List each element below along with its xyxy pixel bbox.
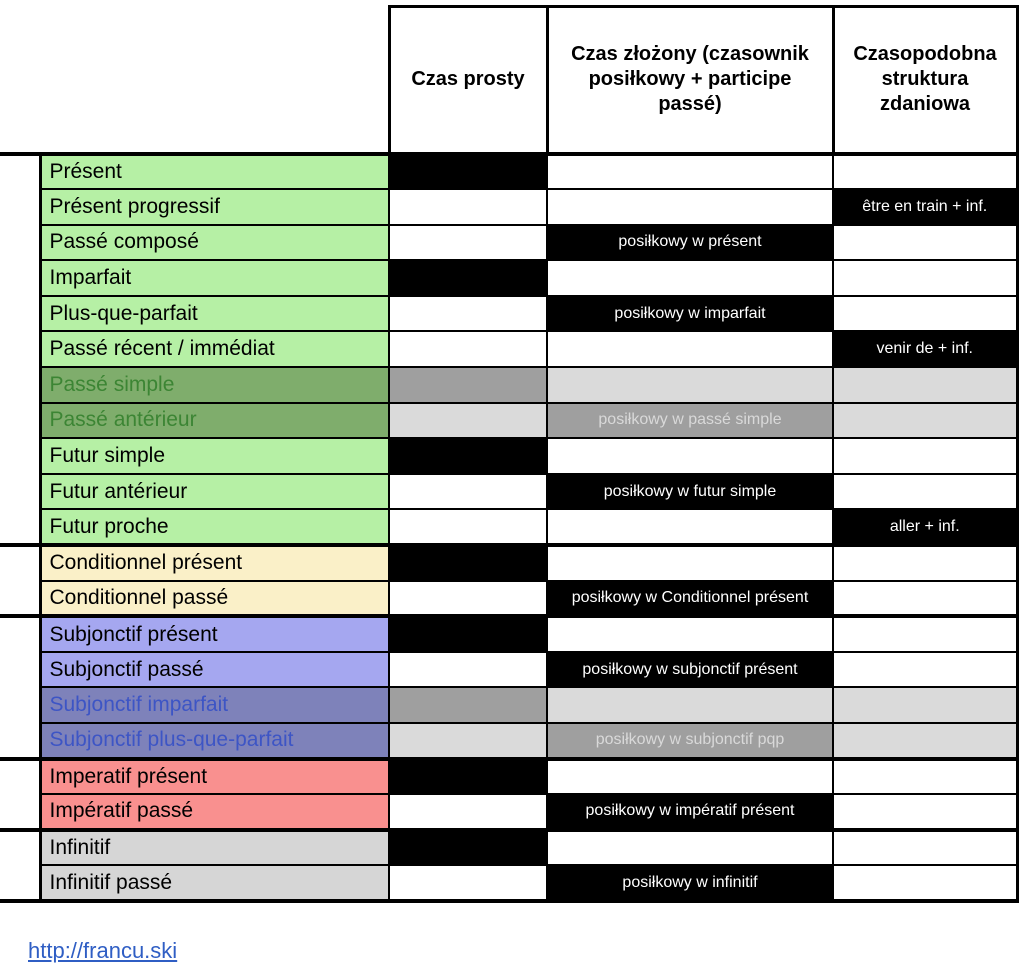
row-label: Conditionnel passé: [40, 581, 389, 617]
row-label: Subjonctif passé: [40, 652, 389, 688]
cell-czas-prosty: [389, 403, 547, 439]
cell-czas-zlozony: [547, 260, 833, 296]
row-label: Futur simple: [40, 438, 389, 474]
cell-struktura: [833, 581, 1017, 617]
row-gutter: [0, 545, 40, 581]
row-gutter: [0, 438, 40, 474]
table-row: [0, 154, 1017, 190]
row-gutter: [0, 403, 40, 439]
row-gutter: [0, 581, 40, 617]
cell-struktura: [833, 687, 1017, 723]
table-row: [0, 652, 1017, 688]
row-gutter: [0, 331, 40, 367]
row-label: Subjonctif plus-que-parfait: [40, 723, 389, 759]
cell-struktura: [833, 403, 1017, 439]
cell-czas-zlozony: [547, 367, 833, 403]
cell-czas-zlozony: [547, 154, 833, 190]
row-label: Infinitif passé: [40, 865, 389, 901]
table-row: [0, 794, 1017, 830]
row-gutter: [0, 723, 40, 759]
row-gutter: [0, 296, 40, 332]
cell-struktura: [833, 474, 1017, 510]
cell-czas-prosty: [389, 189, 547, 225]
cell-czas-zlozony: [547, 189, 833, 225]
cell-struktura: être en train + inf.: [833, 189, 1017, 225]
header-gutter: [0, 7, 40, 154]
row-label: Imperatif présent: [40, 759, 389, 795]
row-gutter: [0, 509, 40, 545]
table-row: [0, 225, 1017, 261]
table-row: [0, 403, 1017, 439]
row-gutter: [0, 830, 40, 866]
table-row: [0, 545, 1017, 581]
row-label: Infinitif: [40, 830, 389, 866]
cell-struktura: [833, 154, 1017, 190]
table-row: [0, 367, 1017, 403]
table-row: [0, 616, 1017, 652]
row-label: Plus-que-parfait: [40, 296, 389, 332]
cell-czas-prosty: [389, 687, 547, 723]
tense-table: [0, 5, 1019, 903]
cell-czas-zlozony: [547, 687, 833, 723]
cell-czas-prosty: [389, 438, 547, 474]
row-label: Impératif passé: [40, 794, 389, 830]
table-row: [0, 296, 1017, 332]
cell-czas-zlozony: posiłkowy w subjonctif pqp: [547, 723, 833, 759]
cell-struktura: [833, 296, 1017, 332]
row-label: Futur proche: [40, 509, 389, 545]
cell-czas-prosty: [389, 545, 547, 581]
row-label: Subjonctif présent: [40, 616, 389, 652]
cell-czas-zlozony: posiłkowy w Conditionnel présent: [547, 581, 833, 617]
row-label: Imparfait: [40, 260, 389, 296]
row-gutter: [0, 189, 40, 225]
row-label: Passé simple: [40, 367, 389, 403]
cell-czas-prosty: [389, 581, 547, 617]
cell-struktura: [833, 545, 1017, 581]
cell-struktura: [833, 759, 1017, 795]
cell-czas-zlozony: posiłkowy w futur simple: [547, 474, 833, 510]
cell-struktura: [833, 438, 1017, 474]
table-row: [0, 723, 1017, 759]
cell-czas-zlozony: posiłkowy w imparfait: [547, 296, 833, 332]
cell-czas-zlozony: [547, 438, 833, 474]
cell-struktura: [833, 616, 1017, 652]
row-gutter: [0, 794, 40, 830]
header-row: [0, 7, 1017, 154]
cell-struktura: [833, 865, 1017, 901]
table-row: [0, 687, 1017, 723]
row-label: Futur antérieur: [40, 474, 389, 510]
row-label: Présent: [40, 154, 389, 190]
col-header-czas-zlozony: Czas złożony (czasownik posiłkowy + participe passé): [547, 7, 833, 154]
row-gutter: [0, 687, 40, 723]
site-link[interactable]: http://francu.ski: [28, 938, 178, 963]
row-gutter: [0, 154, 40, 190]
table-row: [0, 759, 1017, 795]
cell-czas-prosty: [389, 331, 547, 367]
table-row: [0, 331, 1017, 367]
cell-czas-zlozony: [547, 509, 833, 545]
cell-struktura: [833, 260, 1017, 296]
cell-czas-prosty: [389, 260, 547, 296]
row-label: Passé antérieur: [40, 403, 389, 439]
table-row: [0, 865, 1017, 901]
cell-czas-prosty: [389, 474, 547, 510]
cell-struktura: venir de + inf.: [833, 331, 1017, 367]
cell-czas-zlozony: posiłkowy w infinitif: [547, 865, 833, 901]
cell-czas-prosty: [389, 830, 547, 866]
cell-czas-prosty: [389, 652, 547, 688]
row-gutter: [0, 759, 40, 795]
cell-czas-prosty: [389, 865, 547, 901]
row-label: Présent progressif: [40, 189, 389, 225]
cell-czas-zlozony: [547, 545, 833, 581]
table-row: [0, 474, 1017, 510]
cell-czas-prosty: [389, 723, 547, 759]
cell-czas-prosty: [389, 616, 547, 652]
cell-struktura: [833, 723, 1017, 759]
cell-czas-zlozony: [547, 830, 833, 866]
cell-czas-zlozony: posiłkowy w impératif présent: [547, 794, 833, 830]
row-gutter: [0, 225, 40, 261]
cell-struktura: [833, 652, 1017, 688]
table-row: [0, 260, 1017, 296]
cell-struktura: aller + inf.: [833, 509, 1017, 545]
cell-czas-zlozony: [547, 331, 833, 367]
cell-czas-prosty: [389, 759, 547, 795]
cell-czas-prosty: [389, 509, 547, 545]
table-row: [0, 189, 1017, 225]
row-gutter: [0, 367, 40, 403]
col-header-czas-prosty: Czas prosty: [389, 7, 547, 154]
cell-struktura: [833, 367, 1017, 403]
row-gutter: [0, 652, 40, 688]
row-label: Passé récent / immédiat: [40, 331, 389, 367]
cell-czas-zlozony: posiłkowy w subjonctif présent: [547, 652, 833, 688]
cell-czas-zlozony: [547, 616, 833, 652]
table-row: [0, 509, 1017, 545]
cell-struktura: [833, 830, 1017, 866]
cell-czas-zlozony: posiłkowy w passé simple: [547, 403, 833, 439]
table-row: [0, 830, 1017, 866]
col-header-czasopodobna: Czasopodobna struktura zdaniowa: [833, 7, 1017, 154]
row-gutter: [0, 616, 40, 652]
row-label: Subjonctif imparfait: [40, 687, 389, 723]
cell-struktura: [833, 794, 1017, 830]
row-gutter: [0, 260, 40, 296]
cell-struktura: [833, 225, 1017, 261]
header-label-spacer: [40, 7, 389, 154]
cell-czas-prosty: [389, 225, 547, 261]
cell-czas-prosty: [389, 367, 547, 403]
cell-czas-prosty: [389, 154, 547, 190]
row-label: Passé composé: [40, 225, 389, 261]
table-row: [0, 438, 1017, 474]
cell-czas-zlozony: [547, 759, 833, 795]
row-label: Conditionnel présent: [40, 545, 389, 581]
cell-czas-prosty: [389, 794, 547, 830]
row-gutter: [0, 865, 40, 901]
cell-czas-zlozony: posiłkowy w présent: [547, 225, 833, 261]
table-row: [0, 581, 1017, 617]
cell-czas-prosty: [389, 296, 547, 332]
row-gutter: [0, 474, 40, 510]
